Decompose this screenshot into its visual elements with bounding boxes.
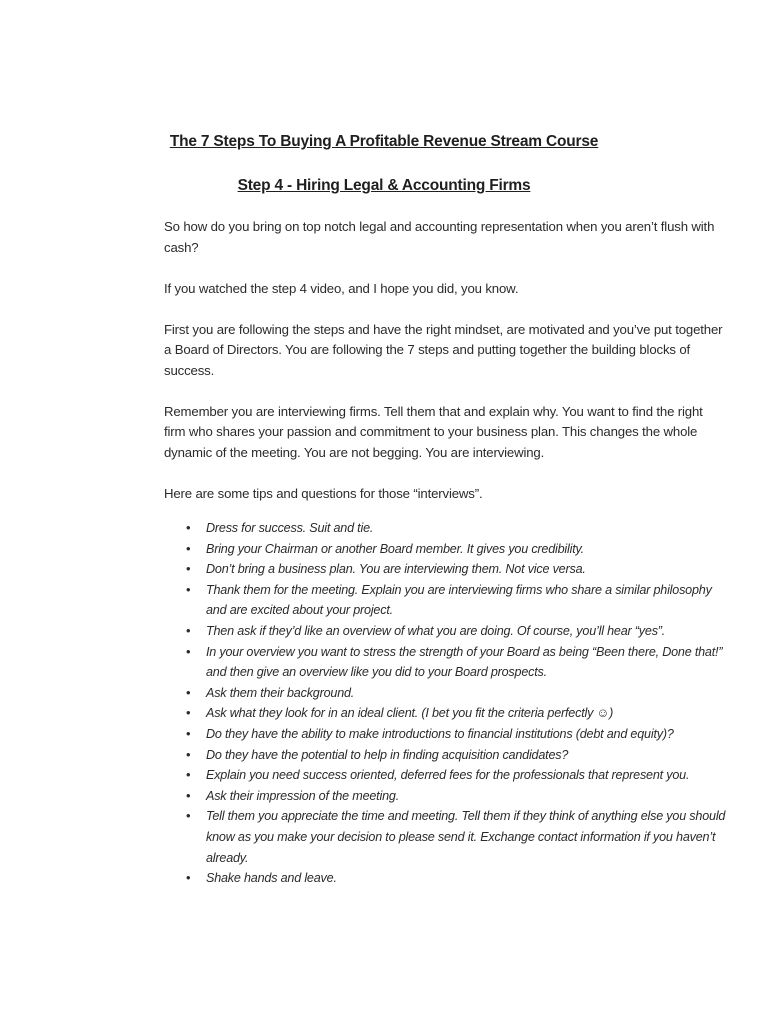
bullet-icon: • <box>186 520 191 535</box>
list-item-text: Ask what they look for in an ideal client. (I bet you fit the criteria perfectly ☺) <box>206 706 614 721</box>
bullet-icon: • <box>186 808 191 824</box>
list-item <box>164 642 734 683</box>
list-item-text: Then ask if they’d like an overview of what you are doing. Of course, you’ll hear “yes”. <box>206 623 666 638</box>
list-item <box>164 518 734 539</box>
document-body <box>164 217 724 525</box>
bullet-icon: • <box>186 540 191 556</box>
list-item-text: Tell them you appreciate the time and meeting. Tell them if they think of anything else you should know as you make your decision to please send it. Exchange contact information if you haven’t already. <box>206 809 726 865</box>
list-item-text: Do they have the ability to make introductions to financial institutions (debt and equity)? <box>206 726 674 741</box>
paragraph: Here are some tips and questions for those “interviews”. <box>164 485 483 501</box>
list-item-text: Bring your Chairman or another Board member. It gives you credibility. <box>206 541 584 556</box>
paragraph: Remember you are interviewing firms. Tell them that and explain why. You want to find the right firm who shares your passion and commitment to your business plan. This changes the whole dynamic of the meeting. You are not begging. You are interviewing. <box>164 403 703 460</box>
bullet-icon: • <box>186 725 191 741</box>
document-subtitle: Step 4 - Hiring Legal & Accounting Firms <box>237 177 531 194</box>
list-item <box>164 765 734 786</box>
bullet-icon: • <box>186 643 191 659</box>
list-item-text: Ask their impression of the meeting. <box>206 788 399 803</box>
list-item <box>164 868 734 889</box>
bullet-icon: • <box>186 787 191 803</box>
bullet-icon: • <box>186 705 191 721</box>
bullet-icon: • <box>186 746 191 762</box>
bullet-icon: • <box>186 622 191 638</box>
document-title: The 7 Steps To Buying A Profitable Revenue Stream Course <box>169 133 599 150</box>
tips-list <box>164 518 734 889</box>
list-item <box>164 806 734 868</box>
list-item-text: Shake hands and leave. <box>206 871 337 886</box>
bullet-icon: • <box>186 767 191 783</box>
list-item <box>164 580 734 621</box>
list-item-text: In your overview you want to stress the strength of your Board as being “Been there, Done that!” and then give an overview like you did to your Board prospects. <box>206 644 723 680</box>
list-item-text: Ask them their background. <box>206 685 355 700</box>
paragraph: So how do you bring on top notch legal and accounting representation when you aren’t flush with cash? <box>164 219 715 255</box>
list-item-text: Don’t bring a business plan. You are interviewing them. Not vice versa. <box>206 562 586 577</box>
list-item <box>164 745 734 766</box>
bullet-icon: • <box>186 581 191 597</box>
bullet-icon: • <box>186 561 191 577</box>
list-item-text: Thank them for the meeting. Explain you are interviewing firms who share a similar philosophy and are excited about your project. <box>206 582 712 618</box>
list-item <box>164 786 734 807</box>
bullet-icon: • <box>186 870 191 886</box>
list-item-text: Dress for success. Suit and tie. <box>206 521 374 535</box>
list-item-text: Explain you need success oriented, deferred fees for the professionals that represent you. <box>206 768 690 783</box>
list-item <box>164 539 734 560</box>
list-item <box>164 621 734 642</box>
list-item <box>164 559 734 580</box>
list-item <box>164 724 734 745</box>
paragraph: If you watched the step 4 video, and I hope you did, you know. <box>164 280 519 296</box>
paragraph: First you are following the steps and have the right mindset, are motivated and you’ve put together a Board of Directors. You are following the 7 steps and putting together the building blocks of success. <box>164 321 723 378</box>
list-item <box>164 703 734 724</box>
list-item <box>164 683 734 704</box>
list-item-text: Do they have the potential to help in finding acquisition candidates? <box>206 747 569 762</box>
bullet-icon: • <box>186 684 191 700</box>
